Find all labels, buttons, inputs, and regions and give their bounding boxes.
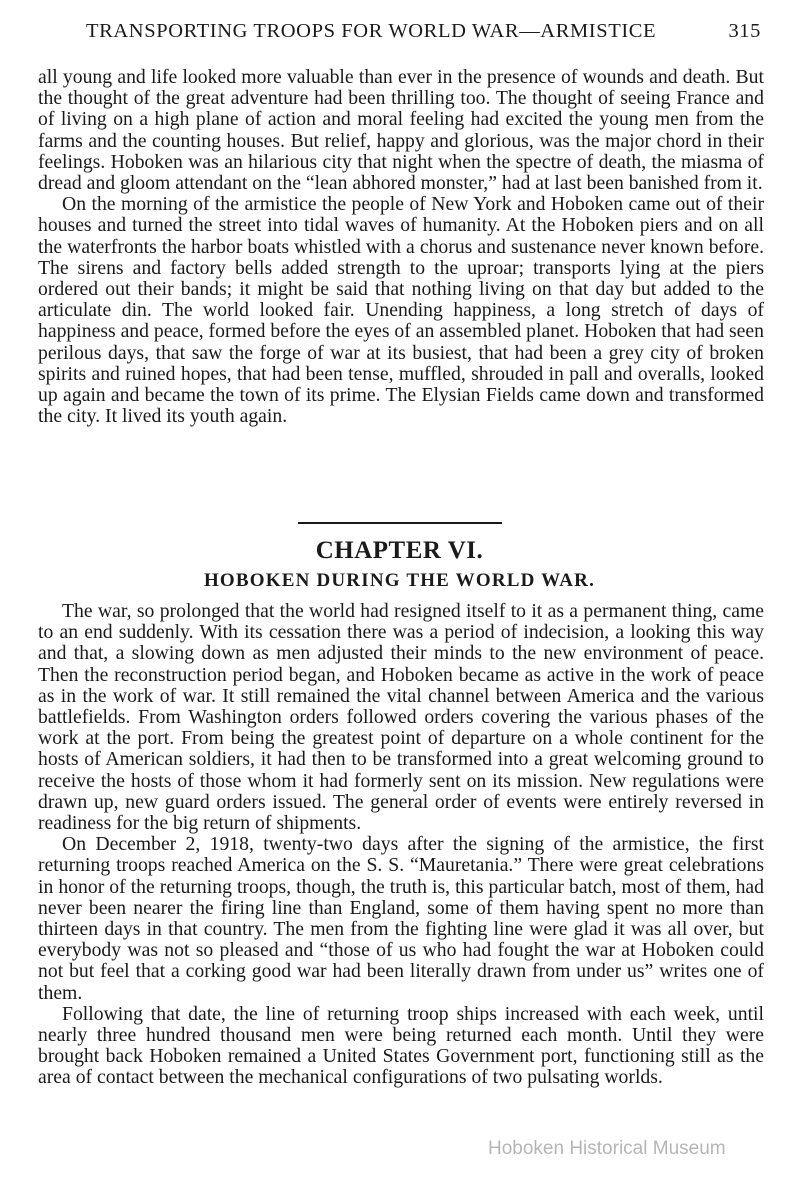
museum-watermark: Hoboken Historical Museum: [488, 1138, 726, 1159]
paragraph-war-end: The war, so prolonged that the world had resigned itself to it as a permanent thing, came to an end suddenly. With its cessation there was a period of indecision, a looking this way and that, a slowing down as men adjusted their minds to the new environment of peace. Then the reconstruction period began, and Hoboken became as active in the work of peace as in the work of war. It still remained the vital channel between America and the various battlefields. From Washington orders followed orders covering the various phases of the work at the port. From being the greatest point of departure on a whole continent for the hosts of American soldiers, it had then to be transformed into a great welcoming ground to receive the hosts of those whom it had formerly sent on its mission. New regulations were drawn up, new guard orders issued. The general order of events were entirely reversed in readiness for the big return of shipments.: [38, 600, 764, 835]
chapter-subtitle: HOBOKEN DURING THE WORLD WAR.: [203, 570, 596, 591]
paragraph-continued: all young and life looked more valuable than ever in the presence of wounds and death. But the thought of the great adventure had been thrilling too. The thought of seeing France and of living on a high plane of action and moral feeling had excited the young men from the farms and the counting houses. But relief, happy and glorious, was the major chord in their feelings. Hoboken was an hilarious city that night when the spectre of death, the miasma of dread and gloom attendant on the “lean abhored monster,” had at last been banished from it.: [38, 66, 764, 195]
page-number: 315: [728, 20, 761, 42]
paragraph-returning-ships: Following that date, the line of returning troop ships increased with each week, until nearly three hundred thousand men were being returned each month. Until they were brought back Hoboken remained a United States Government port, functioning still as the area of contact between the mechanical configurations of two pulsating worlds.: [38, 1002, 764, 1089]
text-block-top: [38, 67, 764, 427]
chapter-title: CHAPTER VI.: [315, 537, 484, 564]
section-divider: [298, 522, 502, 524]
running-head: [38, 20, 761, 46]
text-block-chapter: [38, 601, 764, 1089]
running-title: TRANSPORTING TROOPS FOR WORLD WAR—ARMISTICE: [86, 20, 657, 42]
paragraph-armistice-morning: On the morning of the armistice the people of New York and Hoboken came out of their houses and turned the street into tidal waves of humanity. At the Hoboken piers and on all the waterfronts the harbor boats whistled with a chorus and sustenance never known before. The sirens and factory bells added strength to the uproar; transports lying at the piers ordered out their bands; it might be said that nothing living on that day but added to the articulate din. The world looked fair. Unending happiness, a long stretch of days of happiness and peace, formed before the eyes of an assembled planet. Hoboken that had seen perilous days, that saw the forge of war at its busiest, that had been a grey city of broken spirits and ruined hopes, that had been tense, muffled, shrouded in pall and overalls, looked up again and became the town of its prime. The Elysian Fields came down and transformed the city. It lived its youth again.: [38, 193, 764, 428]
paragraph-december-1918: On December 2, 1918, twenty-two days after the signing of the armistice, the first returning troops reached America on the S. S. “Mauretania.” There were great celebrations in honor of the returning troops, though, the truth is, this particular batch, most of them, had never been nearer the firing line than England, some of them having spent no more than thirteen days in that country. The men from the fighting line were glad it was all over, but everybody was not so pleased and “those of us who had fought the war at Hoboken could not but feel that a corking good war had been literally drawn from under us” writes one of them.: [38, 833, 764, 1004]
